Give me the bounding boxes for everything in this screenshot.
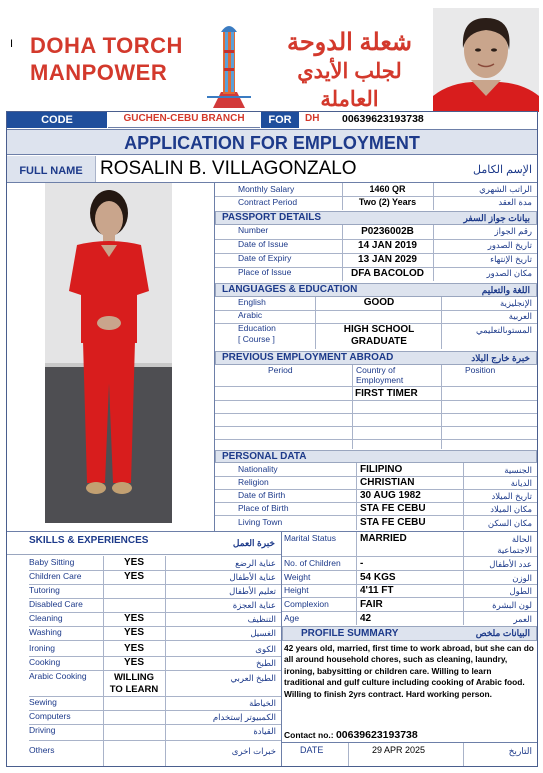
age-value: 42: [360, 613, 372, 624]
company-arabic-name: [272, 28, 427, 114]
skill-washing-value: YES: [123, 627, 144, 638]
date-value: 29 APR 2025: [372, 745, 426, 755]
skill-cooking-arabic: الطبخ: [256, 658, 276, 668]
passport-title: PASSPORT DETAILS: [222, 212, 322, 223]
skill-cleaning-label: Cleaning: [29, 613, 63, 623]
complexion-label: Complexion: [284, 599, 329, 609]
monthly-salary-label: Monthly Salary: [238, 184, 295, 194]
arabic-label: Arabic: [238, 310, 263, 320]
skill-sewing-arabic: الخياطة: [249, 698, 276, 708]
nationality-value: FILIPINO: [360, 464, 403, 475]
languages-title-arabic: اللغة والتعليم: [481, 285, 530, 295]
code-label: [7, 112, 107, 128]
religion-arabic: الديانة: [510, 478, 532, 488]
skill-tutoring-arabic: تعليم الأطفال: [229, 586, 276, 596]
left-marker: I: [10, 38, 14, 50]
arabic-cooking-value-2: TO LEARN: [109, 684, 159, 695]
date-of-birth-value: 30 AUG 1982: [360, 490, 421, 501]
education-value-2: GRADUATE: [351, 336, 407, 347]
skill-others-arabic: خبرات اخرى: [231, 746, 276, 756]
previous-title-arabic: خبرة خارج البلاد: [471, 353, 530, 363]
skill-children-care-label: Children Care: [29, 571, 82, 581]
full-name-value: ROSALIN B. VILLAGONZALO: [100, 158, 357, 179]
skill-computers-arabic: الكمبيوتر إستخدام: [212, 712, 276, 722]
skill-sewing-label: Sewing: [29, 697, 57, 707]
contract-period-value: Two (2) Years: [358, 197, 417, 207]
education-label: [238, 323, 276, 345]
contract-period-label: Contract Period: [238, 197, 298, 207]
profile-summary-header: [282, 626, 537, 641]
languages-section-header: [215, 283, 537, 297]
place-of-birth-arabic: مكان الميلاد: [490, 504, 532, 514]
marital-status-arabic: [460, 534, 532, 556]
code-number: 00639623193738: [342, 113, 424, 125]
applicant-headshot: [433, 8, 539, 112]
branch-name: GUCHEN-CEBU BRANCH: [108, 112, 260, 128]
passport-title-arabic: بيانات جواز السفر: [463, 213, 530, 223]
issue-date-label: Date of Issue: [238, 239, 289, 249]
skill-ironing-arabic: الكوى: [255, 644, 276, 654]
skill-driving-arabic: القيادة: [253, 726, 276, 736]
skill-baby-sitting-value: YES: [123, 557, 144, 568]
skill-cleaning-arabic: التنظيف: [247, 614, 276, 624]
issue-date-value: 14 JAN 2019: [358, 240, 417, 251]
living-town-label: Living Town: [238, 517, 283, 527]
education-label-2: [ Course ]: [238, 334, 275, 344]
education-value-1: HIGH SCHOOL: [343, 324, 415, 335]
weight-arabic: الوزن: [512, 573, 532, 583]
personal-data-header: [215, 450, 537, 463]
profile-title-arabic: البيانات ملخص: [475, 628, 530, 638]
skill-baby-sitting-label: Baby Sitting: [29, 557, 75, 567]
nationality-label: Nationality: [238, 464, 278, 474]
weight-value: 54 KGS: [360, 572, 396, 583]
country-header-2: Employment: [356, 375, 404, 385]
skill-tutoring-label: Tutoring: [29, 585, 60, 595]
passport-number-value: P0236002B: [361, 226, 414, 237]
personal-title: PERSONAL DATA: [222, 451, 307, 462]
skills-title: SKILLS & EXPERIENCES: [29, 535, 149, 546]
place-of-birth-label: Place of Birth: [238, 503, 289, 513]
applicant-full-photo: [45, 183, 172, 523]
weight-label: Weight: [284, 572, 311, 582]
skills-section-header: [7, 533, 281, 555]
date-arabic: التاريخ: [508, 746, 532, 756]
arabic-cooking-value-1: WILLING: [113, 672, 155, 683]
children-count-value: -: [360, 558, 364, 569]
place-of-birth-value: STA FE CEBU: [360, 503, 426, 514]
skill-driving-label: Driving: [29, 725, 56, 735]
nationality-arabic: الجنسية: [504, 465, 532, 475]
full-name-arabic: الإسم الكامل: [473, 164, 532, 176]
skill-computers-label: Computers: [29, 711, 71, 721]
expiry-date-value: 13 JAN 2029: [358, 254, 417, 265]
for-label: [261, 112, 299, 128]
height-value: 4'11 FT: [360, 585, 394, 596]
form-title: [7, 129, 537, 155]
country-column-header: [356, 365, 403, 385]
passport-section-header: [215, 211, 537, 225]
logo-line-2: MANPOWER: [30, 60, 168, 85]
religion-value: CHRISTIAN: [360, 477, 415, 488]
monthly-salary-value: 1460 QR: [369, 184, 406, 194]
skill-disabled-care-arabic: عناية العجزة: [232, 600, 276, 610]
living-town-value: STA FE CEBU: [360, 517, 426, 528]
position-column-header: Position: [465, 365, 496, 375]
issue-date-arabic: تاريخ الصدور: [487, 240, 532, 250]
arabic-line-2: لجلب الأيدي العاملة: [297, 60, 402, 111]
form-title-text: APPLICATION FOR EMPLOYMENT: [124, 133, 420, 153]
date-of-birth-label: Date of Birth: [238, 490, 286, 500]
height-arabic: الطول: [509, 586, 532, 596]
company-logo-text: [30, 32, 183, 86]
marital-ar-2: الاجتماعية: [497, 545, 532, 555]
height-label: Height: [284, 585, 309, 595]
logo-line-1: DOHA TORCH: [30, 33, 183, 58]
skill-ironing-value: YES: [123, 643, 144, 654]
for-label-text: FOR: [268, 114, 292, 126]
education-label-1: Education: [238, 323, 276, 333]
expiry-date-label: Date of Expiry: [238, 253, 292, 263]
passport-number-label: Number: [238, 225, 269, 235]
place-of-issue-label: Place of Issue: [238, 267, 292, 277]
place-of-issue-arabic: مكان الصدور: [486, 268, 532, 278]
living-town-arabic: مكان السكن: [487, 518, 532, 528]
languages-title: LANGUAGES & EDUCATION: [222, 284, 358, 295]
age-label: Age: [284, 613, 300, 623]
monthly-salary-arabic: الراتب الشهري: [479, 184, 532, 194]
place-of-issue-value: DFA BACOLOD: [351, 268, 424, 279]
contact-value: 00639623193738: [335, 729, 418, 741]
dh-label: DH: [305, 113, 320, 124]
skill-disabled-care-label: Disabled Care: [29, 599, 83, 609]
skill-washing-arabic: الغسيل: [250, 628, 276, 638]
skill-arabic-cooking-value: [105, 672, 163, 696]
skill-others-label: Others: [29, 745, 55, 755]
education-arabic: المستوىالتعليمي: [476, 325, 532, 335]
country-header-1: Country of: [356, 365, 396, 375]
date-of-birth-arabic: تاريخ الميلاد: [491, 491, 532, 501]
children-count-arabic: عدد الأطفال: [489, 559, 532, 569]
profile-title: PROFILE SUMMARY: [301, 628, 399, 639]
age-arabic: العمر: [513, 614, 532, 624]
period-column-header: Period: [268, 365, 293, 375]
skill-cooking-value: YES: [123, 657, 144, 668]
english-label: English: [238, 297, 266, 307]
contact-line: [284, 729, 418, 741]
arabic-line-1: شعلة الدوحة: [286, 29, 413, 56]
skill-cleaning-value: YES: [123, 613, 144, 624]
marital-ar-1: الحالة: [511, 534, 532, 544]
marital-status-value: MARRIED: [360, 533, 407, 544]
date-label: DATE: [300, 745, 324, 755]
previous-title: PREVIOUS EMPLOYMENT ABROAD: [222, 352, 394, 363]
english-value: GOOD: [363, 297, 395, 308]
skill-children-care-value: YES: [123, 571, 144, 582]
skill-baby-sitting-arabic: عناية الرضع: [235, 558, 276, 568]
skill-washing-label: Washing: [29, 627, 62, 637]
skill-arabic-cooking-label: Arabic Cooking: [29, 671, 87, 681]
skills-title-arabic: خبرة العمل: [232, 538, 275, 548]
contact-label: Contact no.:: [284, 730, 334, 740]
english-arabic: الإنجليزية: [499, 298, 532, 308]
skill-ironing-label: Ironing: [29, 643, 55, 653]
complexion-value: FAIR: [360, 599, 383, 610]
marital-status-label: Marital Status: [284, 533, 336, 543]
complexion-arabic: لون البشرة: [492, 600, 532, 610]
skill-children-care-arabic: عناية الأطفال: [229, 572, 276, 582]
full-name-label: FULL NAME: [7, 156, 95, 182]
expiry-date-arabic: تاريخ الإنتهاء: [490, 254, 532, 264]
children-count-label: No. of Children: [284, 558, 341, 568]
passport-number-arabic: رقم الجواز: [494, 226, 532, 236]
torch-tower-logo: [203, 22, 255, 108]
previous-employment-header: [215, 351, 537, 365]
profile-summary-text: 42 years old, married, first time to work abroad, but she can do all around household chores, such as cleaning, laundry, ironing, babysitting or children care. Willing to learn traditional and gulf culture including cooking of Arabic food. Willing to finish 2yrs contract. Hard working person.: [284, 643, 534, 699]
skill-cooking-label: Cooking: [29, 657, 61, 667]
first-timer-entry: FIRST TIMER: [355, 388, 418, 399]
arabic-arabic: العربية: [508, 311, 532, 321]
education-value: [318, 324, 440, 348]
code-label-text: CODE: [41, 114, 73, 126]
contract-period-arabic: مدة العقد: [498, 197, 532, 207]
skill-arabic-cooking-arabic: الطبخ العربي: [230, 673, 276, 683]
religion-label: Religion: [238, 477, 269, 487]
